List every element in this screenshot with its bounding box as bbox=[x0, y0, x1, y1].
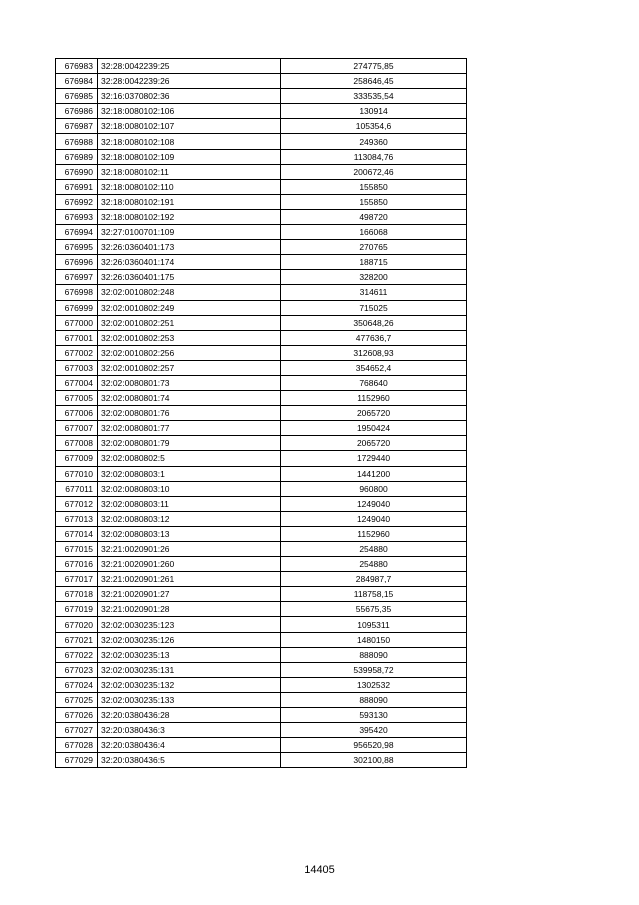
data-table bbox=[55, 58, 467, 768]
value-cell: 258646,45 bbox=[281, 74, 467, 89]
row-number-cell: 676984 bbox=[56, 74, 98, 89]
table-row bbox=[56, 708, 467, 723]
cadastral-number-cell: 32:28:0042239:26 bbox=[98, 74, 281, 89]
row-number-cell: 676996 bbox=[56, 255, 98, 270]
cadastral-number-cell: 32:02:0030235:123 bbox=[98, 617, 281, 632]
value-cell: 888090 bbox=[281, 647, 467, 662]
row-number-cell: 677017 bbox=[56, 572, 98, 587]
table-body bbox=[56, 59, 467, 768]
row-number-cell: 677010 bbox=[56, 466, 98, 481]
value-cell: 200672,46 bbox=[281, 164, 467, 179]
value-cell: 1729440 bbox=[281, 451, 467, 466]
row-number-cell: 677011 bbox=[56, 481, 98, 496]
row-number-cell: 676997 bbox=[56, 270, 98, 285]
table-row bbox=[56, 315, 467, 330]
table-row bbox=[56, 692, 467, 707]
table-row bbox=[56, 240, 467, 255]
table-row bbox=[56, 723, 467, 738]
cadastral-number-cell: 32:20:0380436:3 bbox=[98, 723, 281, 738]
value-cell: 155850 bbox=[281, 179, 467, 194]
table-row bbox=[56, 119, 467, 134]
cadastral-number-cell: 32:20:0380436:5 bbox=[98, 753, 281, 768]
table-row bbox=[56, 179, 467, 194]
value-cell: 498720 bbox=[281, 209, 467, 224]
page-number: 14405 bbox=[304, 864, 335, 876]
row-number-cell: 677021 bbox=[56, 632, 98, 647]
cadastral-number-cell: 32:02:0080803:11 bbox=[98, 496, 281, 511]
value-cell: 1249040 bbox=[281, 496, 467, 511]
value-cell: 118758,15 bbox=[281, 587, 467, 602]
row-number-cell: 677002 bbox=[56, 345, 98, 360]
table-row bbox=[56, 557, 467, 572]
table-row bbox=[56, 542, 467, 557]
row-number-cell: 677004 bbox=[56, 375, 98, 390]
cadastral-number-cell: 32:02:0030235:132 bbox=[98, 677, 281, 692]
cadastral-number-cell: 32:18:0080102:106 bbox=[98, 104, 281, 119]
table-row bbox=[56, 572, 467, 587]
table-row bbox=[56, 194, 467, 209]
table-row bbox=[56, 451, 467, 466]
table-row bbox=[56, 270, 467, 285]
value-cell: 1302532 bbox=[281, 677, 467, 692]
value-cell: 960800 bbox=[281, 481, 467, 496]
table-row bbox=[56, 255, 467, 270]
value-cell: 1249040 bbox=[281, 511, 467, 526]
table-row bbox=[56, 602, 467, 617]
table-row bbox=[56, 481, 467, 496]
value-cell: 302100,88 bbox=[281, 753, 467, 768]
cadastral-number-cell: 32:18:0080102:109 bbox=[98, 149, 281, 164]
row-number-cell: 676999 bbox=[56, 300, 98, 315]
row-number-cell: 677016 bbox=[56, 557, 98, 572]
row-number-cell: 677019 bbox=[56, 602, 98, 617]
cadastral-number-cell: 32:21:0020901:26 bbox=[98, 542, 281, 557]
cadastral-number-cell: 32:02:0080803:12 bbox=[98, 511, 281, 526]
cadastral-number-cell: 32:16:0370802:36 bbox=[98, 89, 281, 104]
value-cell: 155850 bbox=[281, 194, 467, 209]
cadastral-number-cell: 32:02:0080803:10 bbox=[98, 481, 281, 496]
row-number-cell: 677009 bbox=[56, 451, 98, 466]
value-cell: 2065720 bbox=[281, 406, 467, 421]
table-row bbox=[56, 375, 467, 390]
row-number-cell: 676992 bbox=[56, 194, 98, 209]
value-cell: 1950424 bbox=[281, 421, 467, 436]
cadastral-number-cell: 32:18:0080102:107 bbox=[98, 119, 281, 134]
value-cell: 130914 bbox=[281, 104, 467, 119]
table-row bbox=[56, 436, 467, 451]
cadastral-number-cell: 32:02:0010802:248 bbox=[98, 285, 281, 300]
row-number-cell: 676987 bbox=[56, 119, 98, 134]
value-cell: 1480150 bbox=[281, 632, 467, 647]
table-row bbox=[56, 662, 467, 677]
cadastral-number-cell: 32:02:0080801:74 bbox=[98, 391, 281, 406]
row-number-cell: 676993 bbox=[56, 209, 98, 224]
cadastral-number-cell: 32:02:0030235:126 bbox=[98, 632, 281, 647]
table-row bbox=[56, 753, 467, 768]
value-cell: 249360 bbox=[281, 134, 467, 149]
cadastral-number-cell: 32:28:0042239:25 bbox=[98, 59, 281, 74]
value-cell: 314611 bbox=[281, 285, 467, 300]
row-number-cell: 677007 bbox=[56, 421, 98, 436]
cadastral-number-cell: 32:02:0010802:257 bbox=[98, 360, 281, 375]
value-cell: 254880 bbox=[281, 557, 467, 572]
row-number-cell: 677023 bbox=[56, 662, 98, 677]
row-number-cell: 677018 bbox=[56, 587, 98, 602]
value-cell: 270765 bbox=[281, 240, 467, 255]
value-cell: 333535,54 bbox=[281, 89, 467, 104]
row-number-cell: 677014 bbox=[56, 526, 98, 541]
value-cell: 113084,76 bbox=[281, 149, 467, 164]
table-row bbox=[56, 225, 467, 240]
table-row bbox=[56, 496, 467, 511]
row-number-cell: 676986 bbox=[56, 104, 98, 119]
table-row bbox=[56, 345, 467, 360]
value-cell: 254880 bbox=[281, 542, 467, 557]
table-row bbox=[56, 149, 467, 164]
value-cell: 354652,4 bbox=[281, 360, 467, 375]
cadastral-number-cell: 32:26:0360401:174 bbox=[98, 255, 281, 270]
row-number-cell: 677000 bbox=[56, 315, 98, 330]
table-row bbox=[56, 511, 467, 526]
table-row bbox=[56, 89, 467, 104]
row-number-cell: 677022 bbox=[56, 647, 98, 662]
table-row bbox=[56, 406, 467, 421]
value-cell: 1095311 bbox=[281, 617, 467, 632]
value-cell: 1152960 bbox=[281, 391, 467, 406]
row-number-cell: 676994 bbox=[56, 225, 98, 240]
cadastral-number-cell: 32:02:0010802:256 bbox=[98, 345, 281, 360]
table-row bbox=[56, 617, 467, 632]
row-number-cell: 677012 bbox=[56, 496, 98, 511]
cadastral-number-cell: 32:20:0380436:28 bbox=[98, 708, 281, 723]
table-row bbox=[56, 104, 467, 119]
table-row bbox=[56, 74, 467, 89]
table-row bbox=[56, 421, 467, 436]
row-number-cell: 677028 bbox=[56, 738, 98, 753]
table-row bbox=[56, 738, 467, 753]
row-number-cell: 676988 bbox=[56, 134, 98, 149]
value-cell: 477636,7 bbox=[281, 330, 467, 345]
row-number-cell: 676985 bbox=[56, 89, 98, 104]
table-row bbox=[56, 526, 467, 541]
table-row bbox=[56, 285, 467, 300]
cadastral-number-cell: 32:02:0010802:249 bbox=[98, 300, 281, 315]
value-cell: 274775,85 bbox=[281, 59, 467, 74]
cadastral-number-cell: 32:18:0080102:108 bbox=[98, 134, 281, 149]
cadastral-number-cell: 32:26:0360401:175 bbox=[98, 270, 281, 285]
value-cell: 166068 bbox=[281, 225, 467, 240]
cadastral-number-cell: 32:02:0080801:76 bbox=[98, 406, 281, 421]
cadastral-number-cell: 32:02:0030235:131 bbox=[98, 662, 281, 677]
cadastral-number-cell: 32:02:0010802:253 bbox=[98, 330, 281, 345]
table-row bbox=[56, 59, 467, 74]
cadastral-number-cell: 32:02:0080801:79 bbox=[98, 436, 281, 451]
table-row bbox=[56, 209, 467, 224]
cadastral-number-cell: 32:21:0020901:27 bbox=[98, 587, 281, 602]
row-number-cell: 677025 bbox=[56, 692, 98, 707]
value-cell: 55675,35 bbox=[281, 602, 467, 617]
cadastral-number-cell: 32:02:0010802:251 bbox=[98, 315, 281, 330]
row-number-cell: 677020 bbox=[56, 617, 98, 632]
row-number-cell: 677026 bbox=[56, 708, 98, 723]
value-cell: 2065720 bbox=[281, 436, 467, 451]
table-row bbox=[56, 330, 467, 345]
cadastral-number-cell: 32:21:0020901:261 bbox=[98, 572, 281, 587]
value-cell: 395420 bbox=[281, 723, 467, 738]
cadastral-number-cell: 32:18:0080102:110 bbox=[98, 179, 281, 194]
row-number-cell: 677024 bbox=[56, 677, 98, 692]
row-number-cell: 676990 bbox=[56, 164, 98, 179]
cadastral-number-cell: 32:02:0080801:73 bbox=[98, 375, 281, 390]
row-number-cell: 677005 bbox=[56, 391, 98, 406]
table-row bbox=[56, 391, 467, 406]
cadastral-number-cell: 32:02:0080803:13 bbox=[98, 526, 281, 541]
row-number-cell: 676991 bbox=[56, 179, 98, 194]
row-number-cell: 676998 bbox=[56, 285, 98, 300]
table-row bbox=[56, 134, 467, 149]
cadastral-number-cell: 32:20:0380436:4 bbox=[98, 738, 281, 753]
table-row bbox=[56, 677, 467, 692]
cadastral-number-cell: 32:02:0080801:77 bbox=[98, 421, 281, 436]
value-cell: 284987,7 bbox=[281, 572, 467, 587]
table-row bbox=[56, 300, 467, 315]
row-number-cell: 677015 bbox=[56, 542, 98, 557]
row-number-cell: 677001 bbox=[56, 330, 98, 345]
value-cell: 328200 bbox=[281, 270, 467, 285]
value-cell: 1441200 bbox=[281, 466, 467, 481]
table-row bbox=[56, 360, 467, 375]
cadastral-number-cell: 32:02:0080802:5 bbox=[98, 451, 281, 466]
cadastral-number-cell: 32:21:0020901:28 bbox=[98, 602, 281, 617]
table-row bbox=[56, 632, 467, 647]
cadastral-number-cell: 32:18:0080102:11 bbox=[98, 164, 281, 179]
value-cell: 350648,26 bbox=[281, 315, 467, 330]
table-row bbox=[56, 647, 467, 662]
table-row bbox=[56, 466, 467, 481]
row-number-cell: 677013 bbox=[56, 511, 98, 526]
table-row bbox=[56, 164, 467, 179]
row-number-cell: 676995 bbox=[56, 240, 98, 255]
value-cell: 593130 bbox=[281, 708, 467, 723]
value-cell: 1152960 bbox=[281, 526, 467, 541]
row-number-cell: 676989 bbox=[56, 149, 98, 164]
cadastral-number-cell: 32:27:0100701:109 bbox=[98, 225, 281, 240]
row-number-cell: 677027 bbox=[56, 723, 98, 738]
cadastral-number-cell: 32:18:0080102:192 bbox=[98, 209, 281, 224]
cadastral-number-cell: 32:21:0020901:260 bbox=[98, 557, 281, 572]
value-cell: 188715 bbox=[281, 255, 467, 270]
row-number-cell: 676983 bbox=[56, 59, 98, 74]
value-cell: 715025 bbox=[281, 300, 467, 315]
row-number-cell: 677029 bbox=[56, 753, 98, 768]
cadastral-number-cell: 32:02:0030235:13 bbox=[98, 647, 281, 662]
cadastral-number-cell: 32:26:0360401:173 bbox=[98, 240, 281, 255]
table-row bbox=[56, 587, 467, 602]
value-cell: 539958,72 bbox=[281, 662, 467, 677]
value-cell: 768640 bbox=[281, 375, 467, 390]
value-cell: 888090 bbox=[281, 692, 467, 707]
cadastral-number-cell: 32:02:0080803:1 bbox=[98, 466, 281, 481]
row-number-cell: 677006 bbox=[56, 406, 98, 421]
value-cell: 312608,93 bbox=[281, 345, 467, 360]
cadastral-number-cell: 32:18:0080102:191 bbox=[98, 194, 281, 209]
value-cell: 105354,6 bbox=[281, 119, 467, 134]
row-number-cell: 677003 bbox=[56, 360, 98, 375]
cadastral-number-cell: 32:02:0030235:133 bbox=[98, 692, 281, 707]
value-cell: 956520,98 bbox=[281, 738, 467, 753]
row-number-cell: 677008 bbox=[56, 436, 98, 451]
